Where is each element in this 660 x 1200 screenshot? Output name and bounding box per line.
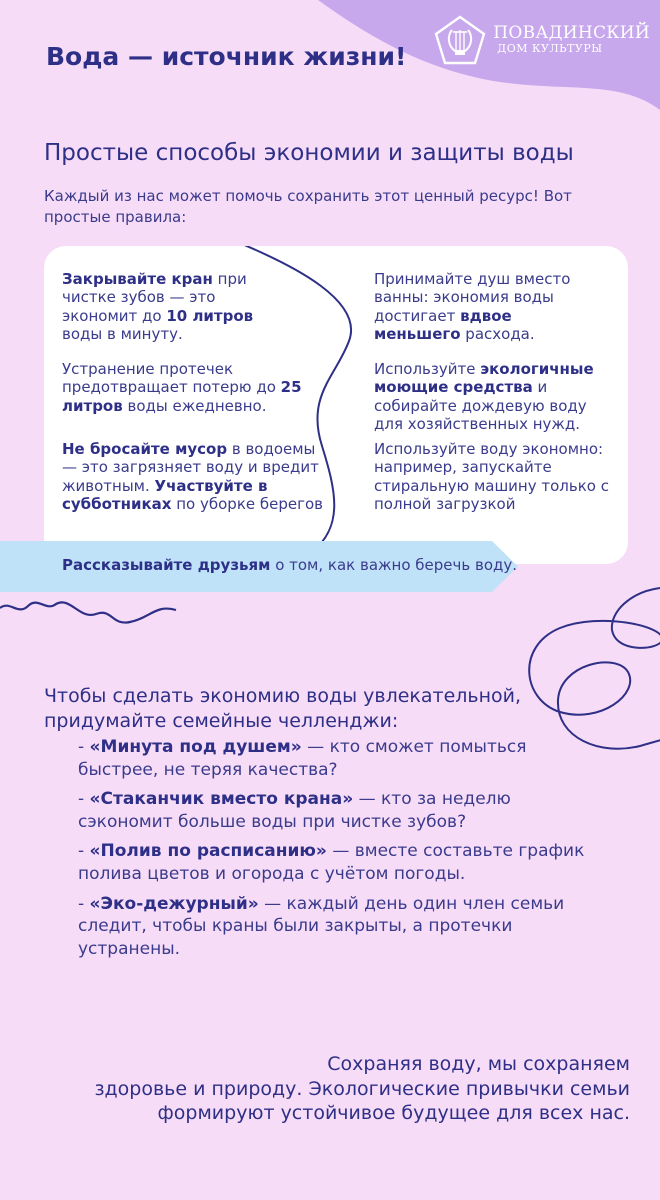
tips-card xyxy=(44,246,628,564)
section-intro: Каждый из нас может помочь сохранить этот ценный ресурс! Вот простые правила: xyxy=(44,187,572,226)
lyre-pentagon-icon xyxy=(433,14,487,66)
tip-item: Закрывайте кран при чистке зубов — это экономит до 10 литров воды в минуту. xyxy=(62,270,254,344)
logo-subtitle: ДОМ КУЛЬТУРЫ xyxy=(497,42,603,56)
closing-statement: Сохраняя воду, мы сохраняем здоровье и природу. Экологические привычки семьи формируют устойчивое будущее для всех нас. xyxy=(94,1053,630,1125)
tip-item: Не бросайте мусор в водоемы — это загрязняет воду и вредит животным. Участвуйте в субботниках по уборке берегов xyxy=(62,440,323,514)
tip-item: Принимайте душ вместо ванны: экономия воды достигает вдвое меньшего расхода. xyxy=(374,270,571,344)
challenge-item: - «Стаканчик вместо крана» — кто за неделю сэкономит больше воды при чистке зубов? xyxy=(78,789,511,832)
challenges-heading: Чтобы сделать экономию воды увлекательной, придумайте семейные челленджи: xyxy=(44,685,522,732)
page-title: Вода — источник жизни! xyxy=(46,42,407,71)
section-title: Простые способы экономии и защиты воды xyxy=(44,140,574,166)
challenge-item: - «Полив по расписанию» — вместе составьте график полива цветов и огорода с учётом погоды. xyxy=(78,841,585,885)
tip-item: Используйте воду экономно: например, запускайте стиральную машину только с полной загрузкой xyxy=(374,440,609,514)
logo xyxy=(433,14,650,66)
challenges-list xyxy=(78,736,598,967)
tip-item: Устранение протечек предотвращает потерю до 25 литров воды ежедневно. xyxy=(62,360,302,415)
logo-name: ПОВАДИНСКИЙ xyxy=(493,23,650,44)
challenge-item: - «Минута под душем» — кто сможет помыться быстрее, не теряя качества? xyxy=(78,737,527,780)
banner-text: Рассказывайте друзьям о том, как важно беречь воду. xyxy=(62,556,518,574)
challenge-item: - «Эко-дежурный» — каждый день один член семьи следит, чтобы краны были закрыты, а протечки устранены. xyxy=(78,893,565,959)
tip-item: Используйте экологичные моющие средства и собирайте дождевую воду для хозяйственных нужд. xyxy=(374,360,594,434)
